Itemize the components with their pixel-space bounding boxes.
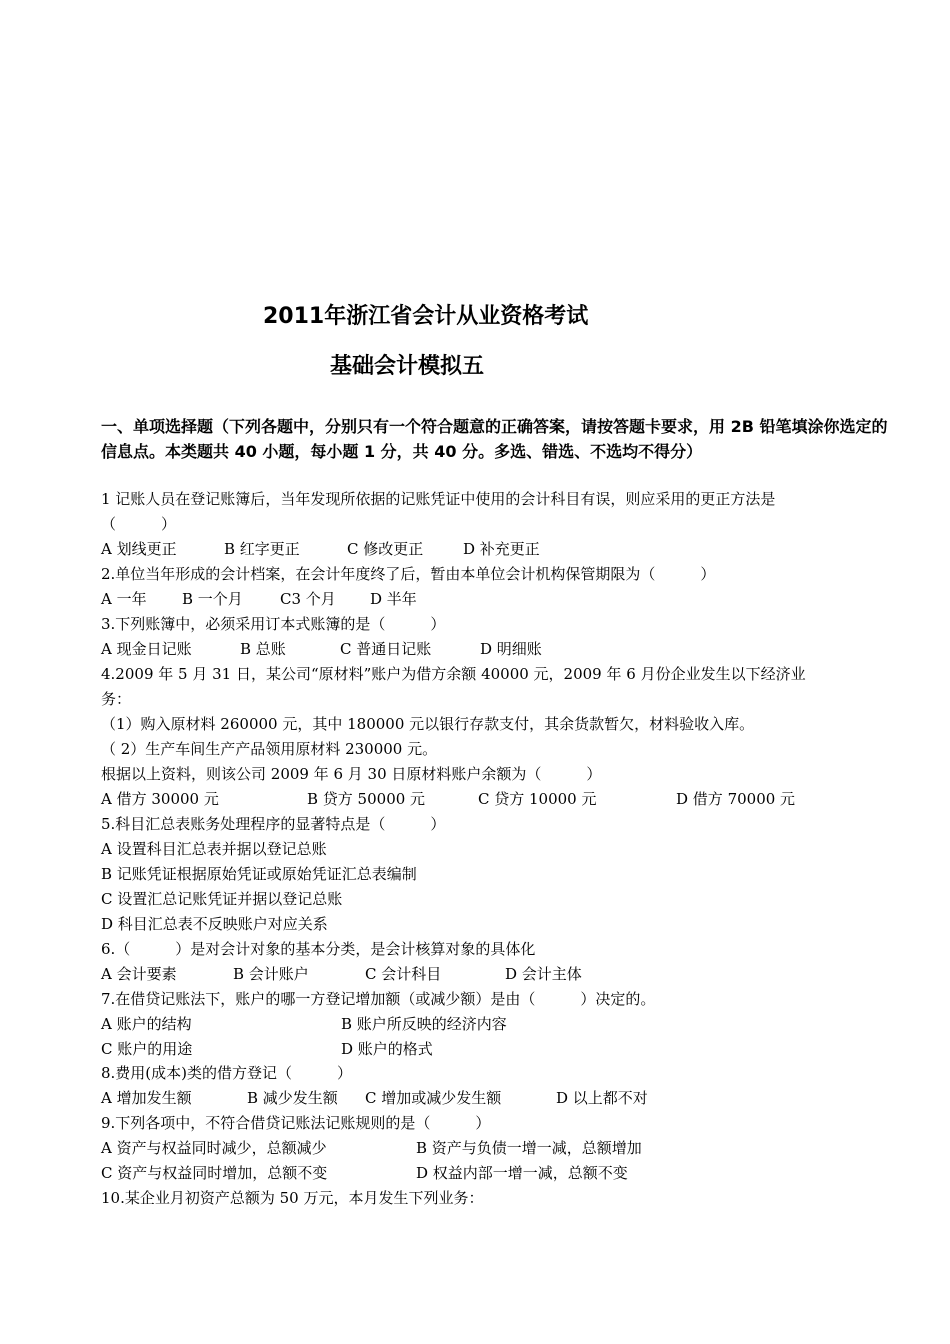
question-3-option-b: B 总账 bbox=[240, 640, 286, 658]
question-9-option-b: B 资产与负债一增一减，总额增加 bbox=[416, 1139, 642, 1157]
question-9-option-d: D 权益内部一增一减，总额不变 bbox=[416, 1164, 628, 1182]
question-4-option-d: D 借方 70000 元 bbox=[676, 790, 796, 808]
question-7-option-b: B 账户所反映的经济内容 bbox=[341, 1015, 507, 1033]
question-7-option-d: D 账户的格式 bbox=[341, 1040, 433, 1058]
question-9-option-c: C 资产与权益同时增加，总额不变 bbox=[101, 1164, 328, 1182]
question-1-option-c: C 修改更正 bbox=[347, 540, 424, 558]
document-subtitle: 基础会计模拟五 bbox=[330, 354, 485, 379]
question-6-option-a: A 会计要素 bbox=[101, 965, 177, 983]
question-2-stem: 2.单位当年形成的会计档案，在会计年度终了后，暂由本单位会计机构保管期限为（ ） bbox=[101, 565, 716, 583]
question-6-option-d: D 会计主体 bbox=[505, 965, 582, 983]
question-5-option-d: D 科目汇总表不反映账户对应关系 bbox=[101, 915, 328, 933]
question-7-option-a: A 账户的结构 bbox=[101, 1015, 192, 1033]
question-5-option-c: C 设置汇总记账凭证并据以登记总账 bbox=[101, 890, 343, 908]
question-7-option-c: C 账户的用途 bbox=[101, 1040, 193, 1058]
question-9-option-a: A 资产与权益同时减少，总额减少 bbox=[101, 1139, 327, 1157]
question-1-option-a: A 划线更正 bbox=[101, 540, 177, 558]
question-8-option-b: B 减少发生额 bbox=[247, 1089, 338, 1107]
question-4-question: 根据以上资料，则该公司 2009 年 6 月 30 日原材料账户余额为（ ） bbox=[101, 765, 602, 783]
question-8-stem: 8.费用(成本)类的借方登记（ ） bbox=[101, 1064, 353, 1082]
question-3-stem: 3.下列账簿中，必须采用订本式账簿的是（ ） bbox=[101, 615, 446, 633]
question-8-option-a: A 增加发生额 bbox=[101, 1089, 192, 1107]
question-6-stem: 6.（ ）是对会计对象的基本分类，是会计核算对象的具体化 bbox=[101, 940, 536, 958]
question-1-option-b: B 红字更正 bbox=[224, 540, 300, 558]
question-4-stem: 4.2009 年 5 月 31 日，某公司“原材料”账户为借方余额 40000 元，2009 年 6 月份企业发生以下经济业 bbox=[101, 665, 806, 683]
question-1-blank: （ ） bbox=[101, 515, 177, 533]
question-4-item-2: （ 2）生产车间生产产品领用原材料 230000 元。 bbox=[101, 740, 438, 758]
question-8-option-d: D 以上都不对 bbox=[556, 1089, 648, 1107]
question-2-option-a: A 一年 bbox=[101, 590, 147, 608]
question-7-stem: 7.在借贷记账法下，账户的哪一方登记增加额（或减少额）是由（ ）决定的。 bbox=[101, 990, 656, 1008]
question-9-stem: 9.下列各项中，不符合借贷记账法记账规则的是（ ） bbox=[101, 1114, 491, 1132]
question-5-option-a: A 设置科目汇总表并据以登记总账 bbox=[101, 840, 327, 858]
question-3-option-a: A 现金日记账 bbox=[101, 640, 192, 658]
question-4-option-a: A 借方 30000 元 bbox=[101, 790, 219, 808]
question-6-option-c: C 会计科目 bbox=[365, 965, 442, 983]
question-4-option-c: C 贷方 10000 元 bbox=[478, 790, 597, 808]
question-3-option-c: C 普通日记账 bbox=[340, 640, 432, 658]
question-4-option-b: B 贷方 50000 元 bbox=[307, 790, 426, 808]
question-2-option-d: D 半年 bbox=[370, 590, 417, 608]
question-2-option-c: C3 个月 bbox=[280, 590, 336, 608]
question-10-stem: 10.某企业月初资产总额为 50 万元，本月发生下列业务： bbox=[101, 1189, 484, 1207]
question-5-option-b: B 记账凭证根据原始凭证或原始凭证汇总表编制 bbox=[101, 865, 417, 883]
question-4-item-1: （1）购入原材料 260000 元，其中 180000 元以银行存款支付，其余货款暂欠，材料验收入库。 bbox=[101, 715, 755, 733]
document-title: 2011年浙江省会计从业资格考试 bbox=[263, 304, 589, 329]
question-1-option-d: D 补充更正 bbox=[463, 540, 540, 558]
question-1-stem: 1 记账人员在登记账簿后，当年发现所依据的记账凭证中使用的会计科目有误，则应采用的更正方法是 bbox=[101, 490, 776, 508]
question-5-stem: 5.科目汇总表账务处理程序的显著特点是（ ） bbox=[101, 815, 446, 833]
question-8-option-c: C 增加或减少发生额 bbox=[365, 1089, 502, 1107]
question-2-option-b: B 一个月 bbox=[182, 590, 243, 608]
question-6-option-b: B 会计账户 bbox=[233, 965, 309, 983]
question-4-stem-cont: 务： bbox=[101, 690, 132, 708]
section-heading: 一、单项选择题（下列各题中，分别只有一个符合题意的正确答案，请按答题卡要求，用 2B 铅笔填涂你选定的信息点。本类题共 40 小题，每小题 1 分，共 40 分。多选、错选、不选均不得分） bbox=[101, 417, 888, 461]
question-3-option-d: D 明细账 bbox=[480, 640, 542, 658]
